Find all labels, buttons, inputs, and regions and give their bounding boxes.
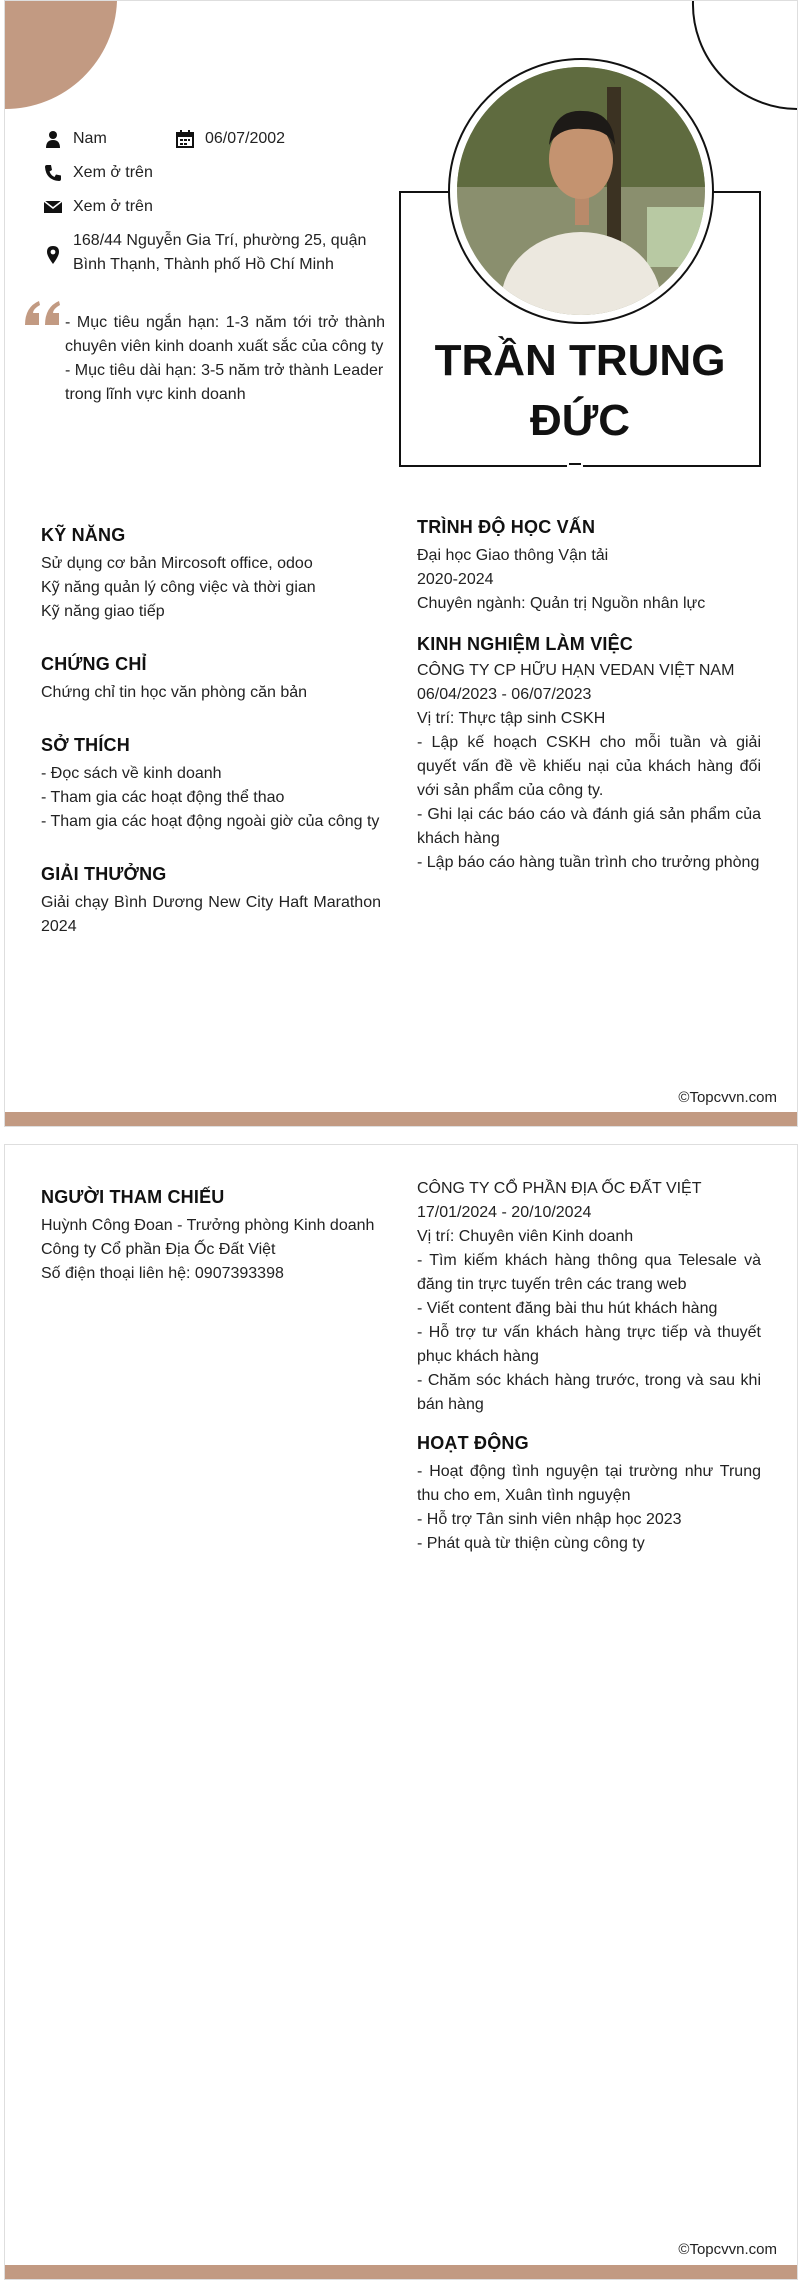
references-section: [41, 1187, 381, 1286]
experience-title: KINH NGHIỆM LÀM VIỆC: [417, 634, 634, 654]
hobby-item: - Tham gia các hoạt động ngoài giờ của công ty: [41, 813, 380, 830]
activities-section: [417, 1433, 761, 1556]
experience-2-position: Vị trí: Chuyên viên Kinh doanh: [417, 1228, 634, 1245]
certificate-item: Chứng chỉ tin học văn phòng căn bản: [41, 684, 308, 701]
full-name: [399, 331, 761, 451]
phone-icon: [43, 163, 63, 183]
education-title: TRÌNH ĐỘ HỌC VẤN: [417, 517, 596, 537]
skills-section: [41, 525, 381, 624]
certificates-section: [41, 654, 381, 705]
activity-item: - Hỗ trợ Tân sinh viên nhập học 2023: [417, 1511, 682, 1528]
skill-item: Kỹ năng giao tiếp: [41, 603, 165, 620]
certificates-title: CHỨNG CHỈ: [41, 654, 147, 674]
experience-2-duty: - Viết content đăng bài thu hút khách hàng: [417, 1300, 718, 1317]
experience-2-duty: - Hỗ trợ tư vấn khách hàng trực tiếp và thuyết phục khách hàng: [417, 1324, 761, 1365]
hobbies-section: [41, 735, 381, 834]
location-pin-icon: [43, 245, 63, 265]
gender-row: [43, 129, 107, 149]
footer-credit: ©Topcvvn.com: [678, 2241, 777, 2258]
name-line-1: TRẦN TRUNG: [434, 336, 726, 385]
frame-dash: [569, 463, 581, 465]
footer-credit: ©Topcvvn.com: [678, 1089, 777, 1106]
awards-title: GIẢI THƯỞNG: [41, 864, 167, 884]
reference-line: Huỳnh Công Đoan - Trưởng phòng Kinh doanh: [41, 1217, 375, 1234]
experience-2-section: [417, 1177, 761, 1417]
activity-item: - Phát quà từ thiện cùng công ty: [417, 1535, 645, 1552]
experience-2-duty: - Tìm kiếm khách hàng thông qua Telesale và đăng tin trực tuyến trên các trang web: [417, 1252, 761, 1293]
dob-row: [175, 129, 285, 149]
experience-company: CÔNG TY CP HỮU HẠN VEDAN VIỆT NAM: [417, 662, 735, 679]
experience-period: 06/04/2023 - 06/07/2023: [417, 686, 592, 703]
activity-item: - Hoạt động tình nguyện tại trường như Trung thu cho em, Xuân tình nguyện: [417, 1463, 761, 1504]
right-column-2: [417, 1177, 761, 1556]
experience-duty: - Ghi lại các báo cáo và đánh giá sản phẩm của khách hàng: [417, 806, 761, 847]
reference-line: Công ty Cổ phần Địa Ốc Đất Việt: [41, 1241, 276, 1258]
quote-icon: [23, 299, 63, 327]
activities-title: HOẠT ĐỘNG: [417, 1433, 529, 1453]
objective-short-term: - Mục tiêu ngắn hạn: 1-3 năm tới trở thành chuyên viên kinh doanh xuất sắc của công ty: [65, 314, 385, 355]
hobbies-title: SỞ THÍCH: [41, 735, 130, 755]
corner-decoration: [5, 1, 125, 113]
email-row: [43, 197, 153, 217]
avatar-photo: [457, 67, 705, 315]
objective-long-term: - Mục tiêu dài hạn: 3-5 năm trở thành Leader trong lĩnh vực kinh doanh: [65, 362, 384, 403]
address-line-2: Bình Thạnh, Thành phố Hồ Chí Minh: [73, 256, 334, 273]
person-icon: [43, 129, 63, 149]
gender-text: Nam: [73, 130, 107, 147]
education-years: 2020-2024: [417, 571, 494, 588]
education-school: Đại học Giao thông Vận tải: [417, 547, 609, 564]
experience-duty: - Lập kế hoạch CSKH cho mỗi tuần và giải quyết vấn đề về khiếu nại của khách hàng đối với sản phẩm của công ty.: [417, 734, 761, 799]
experience-position: Vị trí: Thực tập sinh CSKH: [417, 710, 606, 727]
dob-text: 06/07/2002: [205, 130, 286, 147]
hobby-item: - Tham gia các hoạt động thể thao: [41, 789, 285, 806]
experience-2-duty: - Chăm sóc khách hàng trước, trong và sau khi bán hàng: [417, 1372, 761, 1413]
skill-item: Kỹ năng quản lý công việc và thời gian: [41, 579, 316, 596]
address-text: [73, 229, 413, 277]
experience-2-company: CÔNG TY CỔ PHẦN ĐỊA ỐC ĐẤT VIỆT: [417, 1180, 702, 1197]
address-row: [43, 229, 413, 277]
footer-bar: [5, 2265, 797, 2279]
experience-duty: - Lập báo cáo hàng tuần trình cho trưởng phòng: [417, 854, 760, 871]
reference-line: Số điện thoại liên hệ: 0907393398: [41, 1265, 284, 1282]
cv-page-2: [4, 1144, 798, 2280]
education-major: Chuyên ngành: Quản trị Nguồn nhân lực: [417, 595, 706, 612]
skills-title: KỸ NĂNG: [41, 525, 126, 545]
left-column: [41, 525, 381, 939]
name-line-2: ĐỨC: [529, 396, 631, 445]
references-title: NGƯỜI THAM CHIẾU: [41, 1187, 225, 1207]
calendar-icon: [175, 129, 195, 149]
skill-item: Sử dụng cơ bản Mircosoft office, odoo: [41, 555, 313, 572]
experience-section: [417, 634, 761, 875]
experience-2-period: 17/01/2024 - 20/10/2024: [417, 1204, 592, 1221]
hobby-item: - Đọc sách về kinh doanh: [41, 765, 222, 782]
phone-row: [43, 163, 153, 183]
address-line-1: 168/44 Nguyễn Gia Trí, phường 25, quận: [73, 232, 367, 249]
cv-page-1: [4, 0, 798, 1127]
footer-bar: [5, 1112, 797, 1126]
awards-section: [41, 864, 381, 939]
award-item: Giải chạy Bình Dương New City Haft Marathon 2024: [41, 894, 381, 935]
mail-icon: [43, 197, 63, 217]
career-objective: [65, 311, 385, 407]
email-text: Xem ở trên: [73, 198, 153, 215]
right-column: [417, 517, 761, 875]
phone-text: Xem ở trên: [73, 164, 153, 181]
education-section: [417, 517, 761, 616]
corner-arc-decoration: [685, 1, 797, 113]
avatar: [457, 67, 705, 315]
